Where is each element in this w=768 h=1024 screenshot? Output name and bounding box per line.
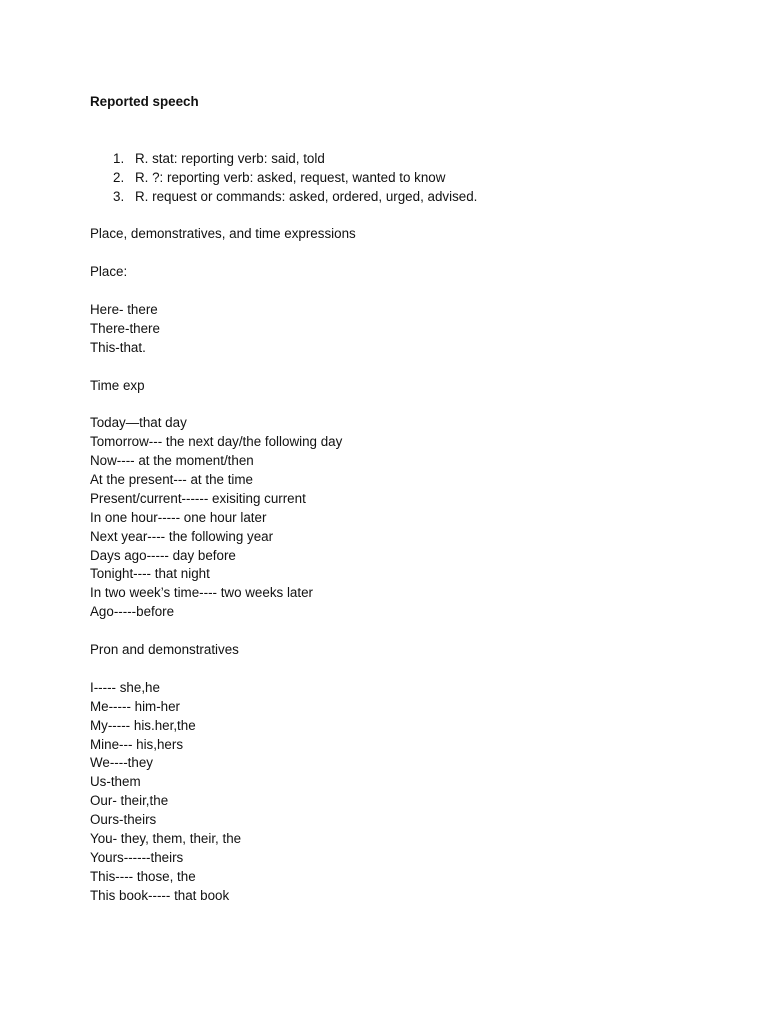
time-line: In two week’s time---- two weeks later xyxy=(90,585,313,601)
time-line: Next year---- the following year xyxy=(90,528,274,544)
pron-line: This book----- that book xyxy=(90,887,230,903)
place-block xyxy=(90,301,690,358)
reporting-verb-list xyxy=(90,150,690,207)
pron-line: We----they xyxy=(90,755,153,771)
time-block xyxy=(90,414,690,622)
time-line: Days ago----- day before xyxy=(90,547,236,563)
place-line: This-that. xyxy=(90,339,146,355)
pron-line: Yours------theirs xyxy=(90,849,184,865)
list-item xyxy=(90,188,690,207)
pron-line: You- they, them, their, the xyxy=(90,830,242,846)
time-line: Tonight---- that night xyxy=(90,566,210,582)
time-heading: Time exp xyxy=(90,377,145,393)
pron-line: Mine--- his,hers xyxy=(90,736,184,752)
pron-heading: Pron and demonstratives xyxy=(90,642,239,658)
time-line: In one hour----- one hour later xyxy=(90,509,267,525)
place-line: There-there xyxy=(90,320,160,336)
pron-line: Ours-theirs xyxy=(90,812,157,828)
section-heading: Place, demonstratives, and time expressions xyxy=(90,226,356,242)
time-line: At the present--- at the time xyxy=(90,472,253,488)
pron-line: Us-them xyxy=(90,774,141,790)
time-line: Present/current------ exisiting current xyxy=(90,490,306,506)
list-number: 2. xyxy=(113,169,125,185)
pron-line: Our- their,the xyxy=(90,793,169,809)
place-heading: Place: xyxy=(90,264,128,280)
list-item-text: R. stat: reporting verb: said, told xyxy=(135,150,325,166)
list-item xyxy=(90,169,690,188)
time-line: Today—that day xyxy=(90,415,187,431)
list-item-text: R. ?: reporting verb: asked, request, wanted to know xyxy=(135,169,446,185)
time-line: Now---- at the moment/then xyxy=(90,453,254,469)
time-line: Tomorrow--- the next day/the following day xyxy=(90,434,343,450)
pron-line: I----- she,he xyxy=(90,679,160,695)
pron-line: This---- those, the xyxy=(90,868,196,884)
pron-line: My----- his.her,the xyxy=(90,717,196,733)
time-line: Ago-----before xyxy=(90,604,175,620)
pron-block xyxy=(90,679,690,906)
list-number: 1. xyxy=(113,150,125,166)
list-number: 3. xyxy=(113,188,125,204)
pron-line: Me----- him-her xyxy=(90,698,181,714)
list-item-text: R. request or commands: asked, ordered, urged, advised. xyxy=(135,188,478,204)
list-item xyxy=(90,150,690,169)
document-body xyxy=(90,93,690,906)
document-title: Reported speech xyxy=(90,94,199,109)
place-line: Here- there xyxy=(90,302,158,318)
